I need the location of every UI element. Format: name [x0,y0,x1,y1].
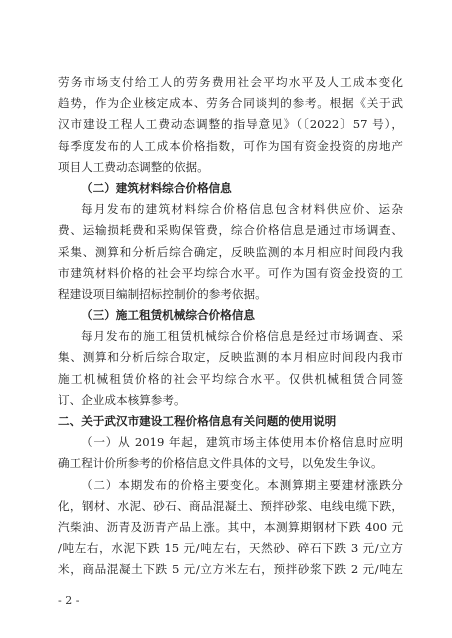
text-line: 汽柴油、沥青及沥青产品上涨。其中，本测算期钢材下跌 400 元 [58,519,403,534]
document-body [58,72,403,581]
text-line: （二）本期发布的价格主要变化。本测算期主要建材涨跌分 [81,477,403,492]
text-line: 每月发布的建筑材料综合价格信息包含材料供应价、运杂 [81,202,403,217]
section-heading: 二、关于武汉市建设工程价格信息有关问题的使用说明 [58,414,337,428]
text-line: 每季度发布的人工成本价格指数，可作为国有资金投资的房地产 [58,138,403,153]
page-number: - 2 - [58,594,80,607]
text-line: 施工机械租赁价格的社会平均综合水平。仅供机械租赁合同签 [58,371,403,386]
subsection-heading: （三）施工租赁机械综合价格信息 [81,308,255,323]
text-line: 米，商品混凝土下跌 5 元/立方米左右，预拌砂浆下跌 2 元/吨左 [58,562,403,577]
text-line: 化，钢材、水泥、砂石、商品混凝土、预拌砂浆、电线电缆下跌， [58,498,403,513]
text-line: 每月发布的施工租赁机械综合价格信息是经过市场调查、采 [81,329,403,344]
text-line: 项目人工费动态调整的依据。 [58,159,209,174]
text-line: 费、运输损耗费和采购保管费，综合价格信息是通过市场调查、 [58,223,403,238]
text-line: 确工程计价所参考的价格信息文件具体的文号，以免发生争议。 [58,456,383,471]
text-line: 订、企业成本核算参考。 [58,392,186,407]
text-line: /吨左右，水泥下跌 15 元/吨左右，天然砂、碎石下跌 3 元/立方 [58,541,403,556]
text-line: （一）从 2019 年起，建筑市场主体使用本价格信息时应明 [81,435,403,450]
text-line: 市建筑材料价格的社会平均综合水平。可作为国有资金投资的工 [58,265,403,280]
text-line: 程建设项目编制招标控制价的参考依据。 [58,286,267,301]
text-line: 汉市建设工程人工费动态调整的指导意见》（〔2022〕57 号）， [58,117,403,132]
text-line: 趋势，作为企业核定成本、劳务合同谈判的参考。根据《关于武 [58,96,403,111]
subsection-heading: （二）建筑材料综合价格信息 [81,180,232,195]
text-line: 劳务市场支付给工人的劳务费用社会平均水平及人工成本变化 [58,75,403,89]
text-line: 集、测算和分析后综合取定，反映监测的本月相应时间段内我市 [58,350,403,365]
text-line: 采集、测算和分析后综合确定，反映监测的本月相应时间段内我 [58,244,403,259]
